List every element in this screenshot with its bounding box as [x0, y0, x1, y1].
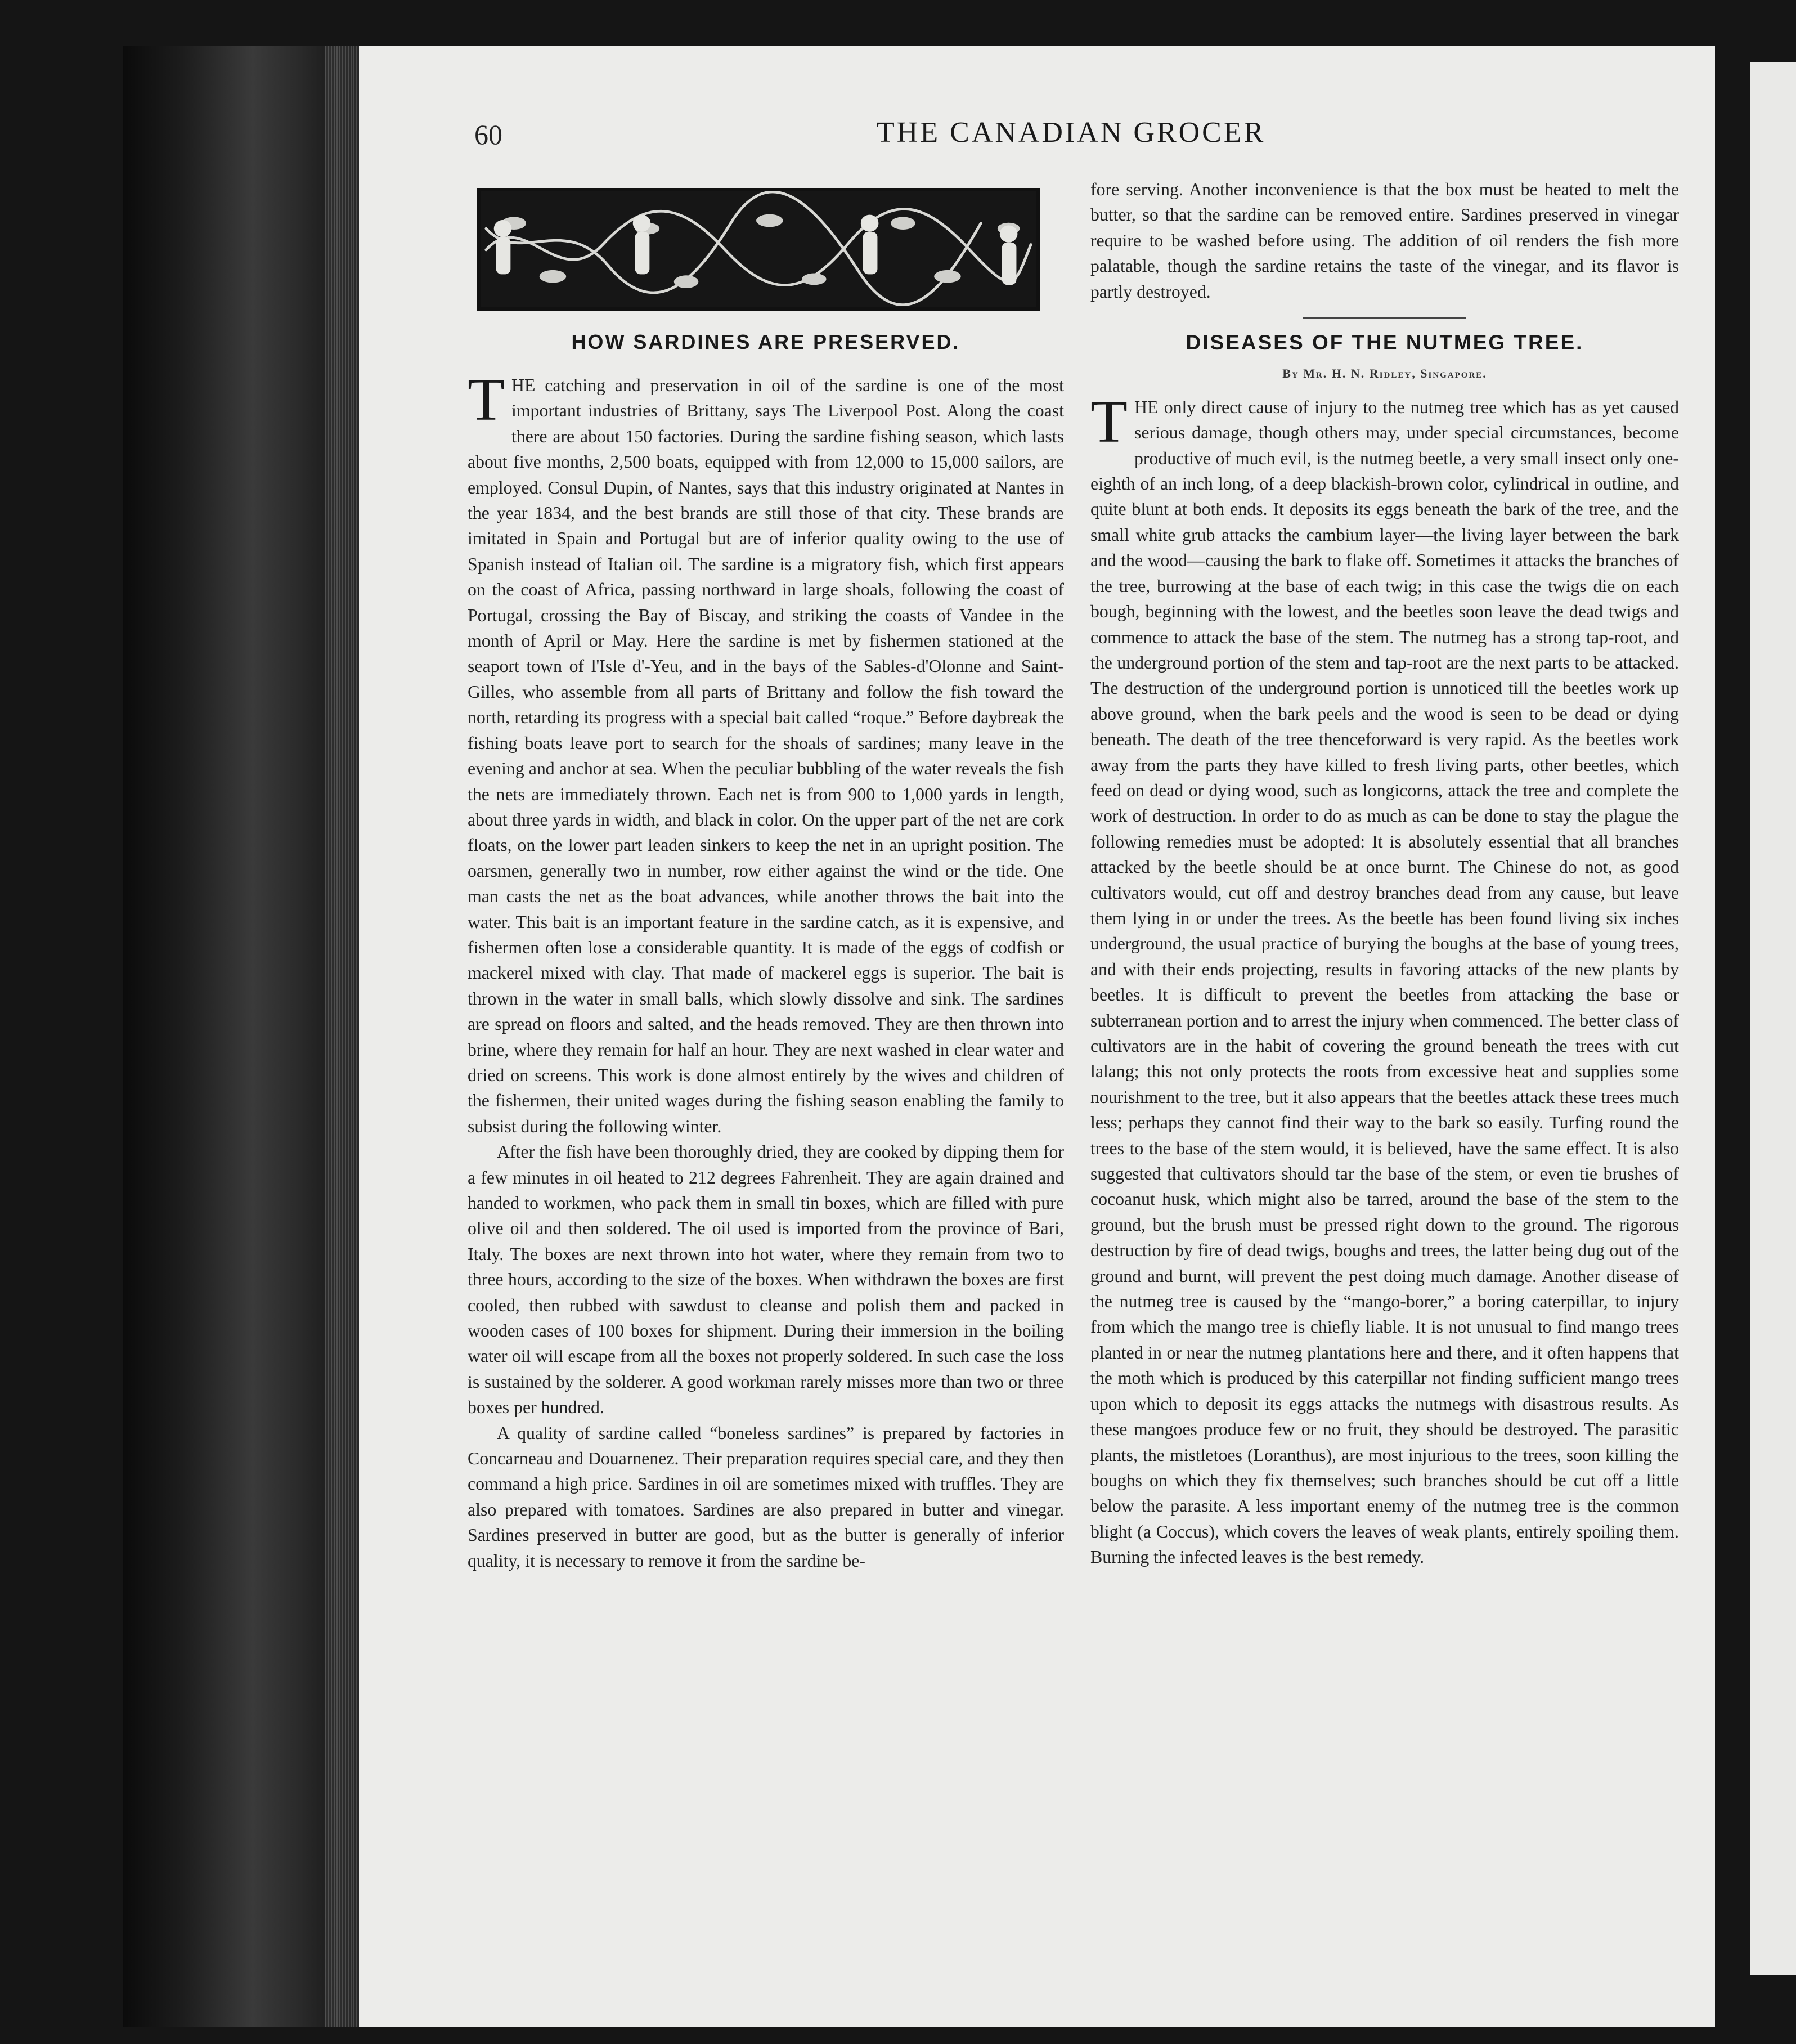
section-divider [1303, 317, 1466, 319]
ornament-illustration [481, 191, 1036, 307]
article-paragraph [1090, 388, 1679, 1570]
paragraph-text: HE only direct cause of injury to the nutmeg tree which has as yet caused serious damage, though others may, under special circumstances, become productive of much evil, is the nutmeg beetle, a very small insect only one-eighth of an inch long, of a deep blackish-brown color, cylindrical in outline, and quite blunt at both ends. It deposits its eggs beneath the bark of the tree, and the small white grub attacks the cambium layer—the living layer between the bark and the wood—causing the bark to flake off. Sometimes it attacks the branches of the tree, burrowing at the base of each twig; in this case the twigs die on each bough, beginning with the lowest, and the beetles soon leave the dead twigs and commence to attack the base of the stem. The nutmeg has a strong tap-root, and the underground portion of the stem and tap-root are the next parts to be attacked. The destruction of the underground portion is unnoticed till the beetles work up above ground, when the bark peels and the wood is seen to be dead or dying beneath. The death of the tree thenceforward is very rapid. As the beetles work away from the parts they have killed to fresh living parts, other beetles, which feed on dead or dying wood, such as longicorns, attack the tree and complete the work of destruction. In order to do as much as can be done to stay the plague the following remedies must be adopted: It is absolutely essential that all branches attacked by the beetle should be at once burnt. The Chinese do not, as good cultivators would, cut off and destroy branches dead from any cause, but leave them lying in or under the trees. As the beetle has been found living six inches underground, the usual practice of burying the boughs at the base of young trees, and with their ends projecting, results in favoring attacks of the new plants by beetles. It is difficult to prevent the beetles from attacking the base or subterranean portion and to arrest the injury when commenced. The better class of cultivators are in the habit of covering the ground beneath the trees with cut lalang; this not only protects the roots from excessive heat and supplies some nourishment to the tree, but it also appears that the beetles attack these trees much less; perhaps they cannot find their way to the bark so easily. Turfing round the trees to the base of the stem would, it is believed, have the same effect. It is also suggested that cultivators should tar the base of the stem, or even tie brushes of cocoanut husk, which might also be tarred, around the base of the stem to the ground, but the brush must be pressed right down to the ground. The rigorous destruction by fire of dead twigs, boughs and trees, the latter being dug out of the ground and burnt, will prevent the pest doing much damage. Another disease of the nutmeg tree is caused by the “mango-borer,” a boring caterpillar, to injury from which the mango tree is chiefly liable. It is not unusual to find mango trees planted in or near the nutmeg plantations here and there, and it often happens that the moth which is produced by this caterpillar not finding sufficient mango trees upon which to deposit its eggs attacks the nutmegs with disastrous results. As these mangoes produce few or no fruit, they should be destroyed. The parasitic plants, the mistletoes (Loranthus), are most injurious to the trees, soon killing the boughs on which they fix themselves; such branches should be cut off a little below the parasite. A less important enemy of the nutmeg tree is the common blight (a Coccus), which covers the leaves of weak plants, entirely spoiling them. Burning the infected leaves is the best remedy. [1090, 397, 1679, 1567]
decorative-vignette [477, 188, 1040, 311]
article-paragraph: A quality of sardine called “boneless sardines” is prepared by factories in Concarneau and Douarnenez. Their preparation requires special care, and they then command a high price. Sardines in oil are sometimes mixed with truffles. They are also prepared with tomatoes. Sardines are also prepared in butter and vinegar. Sardines preserved in butter are good, but as the butter is generally of inferior quality, it is necessary to remove it from the sardine be- [468, 1423, 1064, 1571]
article-headline-nutmeg: DISEASES OF THE NUTMEG TREE. [1186, 331, 1584, 355]
article-paragraph: After the fish have been thoroughly dried, they are cooked by dipping them for a few minutes in oil heated to 212 degrees Fahrenheit. They are again drained and handed to workmen, who pack them in small tin boxes, which are filled with pure olive oil and then soldered. The oil used is imported from the province of Bari, Italy. The boxes are next thrown into hot water, where they remain from two to three hours, according to the size of the boxes. When withdrawn the boxes are first cooled, then rubbed with sawdust to cleanse and polish them and packed in wooden cases of 100 boxes for shipment. During their immersion in the boiling water oil will escape from all the boxes not properly soldered. In such case the loss is sustained by the solderer. A good workman rarely misses more than two or three boxes per hundred. [468, 1142, 1064, 1418]
left-column [468, 366, 1064, 1574]
facing-page-edge [1750, 62, 1796, 1975]
right-column [1090, 177, 1679, 1570]
drop-cap: T [468, 366, 505, 433]
article-headline-sardines: HOW SARDINES ARE PRESERVED. [571, 330, 960, 353]
page-number: 60 [474, 119, 502, 150]
drop-cap: T [1090, 388, 1128, 455]
article-paragraph [468, 366, 1064, 1139]
article-continuation: fore serving. Another inconvenience is that the box must be heated to melt the butter, so that the sardine can be removed entire. Sardines preserved in vinegar require to be washed before using. The addition of oil renders the fish more palatable, though the sardine retains the taste of the vinegar, and its flavor is partly destroyed. [1090, 180, 1679, 302]
page [359, 46, 1715, 2027]
running-head: THE CANADIAN GROCER [877, 116, 1266, 149]
paragraph-text: HE catching and preservation in oil of the sardine is one of the most important industries of Brittany, says The Liverpool Post. Along the coast there are about 150 factories. During the sardine fishing season, which lasts about five months, 2,500 boats, equipped with from 12,000 to 15,000 sailors, are employed. Consul Dupin, of Nantes, says that this industry originated at Nantes in the year 1834, and the best brands are still those of that city. These brands are imitated in Spain and Portugal but are of inferior quality owing to the use of Spanish instead of Italian oil. The sardine is a migratory fish, which first appears on the coast of Africa, passing northward in large shoals, following the coast of Portugal, crossing the Bay of Biscay, and striking the coasts of Vandee in the month of April or May. Here the sardine is met by fishermen stationed at the seaport town of l'Isle d'-Yeu, and in the bays of the Sables-d'Olonne and Saint-Gilles, who assemble from all parts of Brittany and follow the fish toward the north, retarding its progress with a special bait called “roque.” Before daybreak the fishing boats leave port to search for the shoals of sardines; many leave in the evening and anchor at sea. When the peculiar bubbling of the water reveals the fish the nets are immediately thrown. Each net is from 900 to 1,000 yards in length, about three yards in width, and black in color. On the upper part of the net are cork floats, on the lower part leaden sinkers to keep the net in an upright position. The oarsmen, generally two in number, row either against the wind or the tide. One man casts the net as the boat advances, while another throws the bait into the water. This bait is an important feature in the sardine catch, as it is expensive, and fishermen often lose a considerable quantity. It is made of the eggs of codfish or mackerel mixed with clay. That made of mackerel eggs is superior. The bait is thrown in the water in small balls, which slowly dissolve and sink. The sardines are spread on floors and salted, and the heads removed. They are then thrown into brine, where they remain for half an hour. They are next washed in clear water and dried on screens. This work is done almost entirely by the wives and children of the fishermen, their united wages during the fishing season enabling the family to subsist during the following winter. [468, 375, 1064, 1136]
byline: By Mr. H. N. Ridley, Singapore. [1282, 366, 1487, 381]
book-spine [123, 46, 359, 2027]
